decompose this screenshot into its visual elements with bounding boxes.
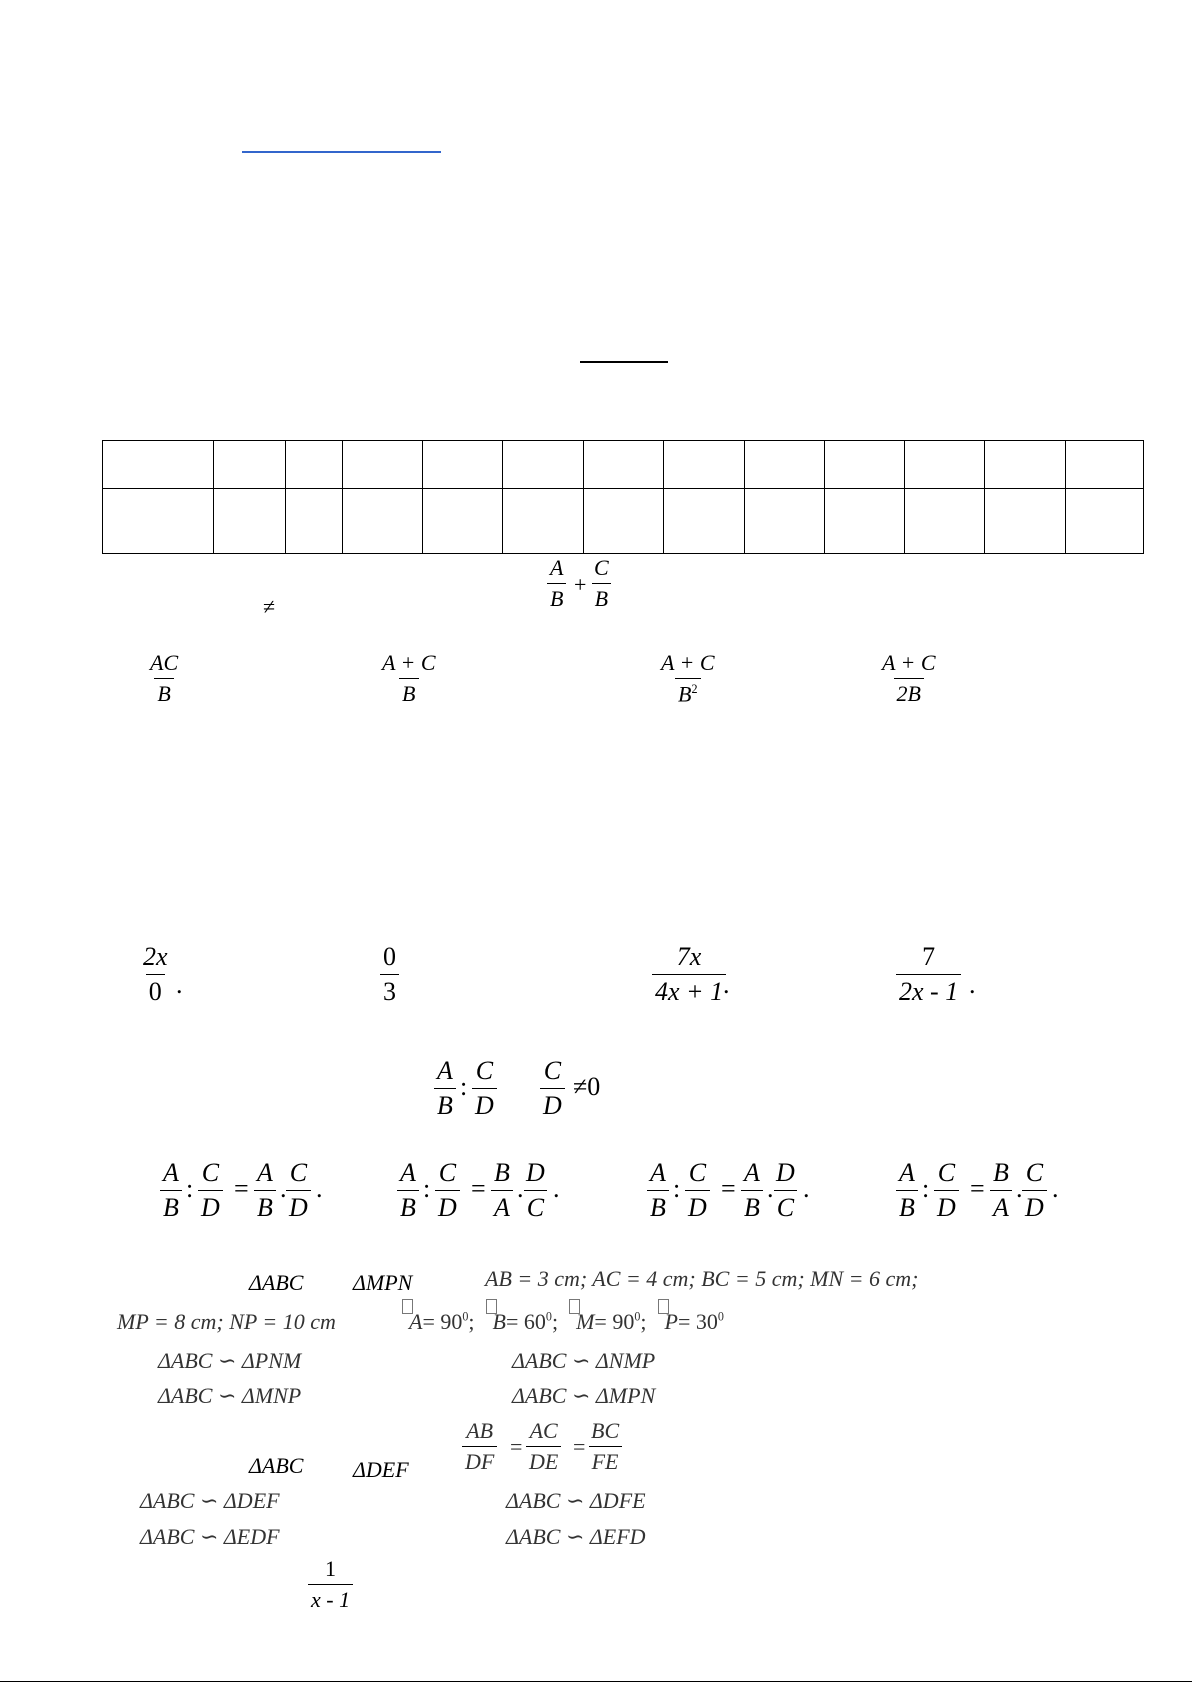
fraction-denominator: FE	[589, 1446, 622, 1473]
fraction-numerator: A	[257, 1158, 273, 1187]
table-cell	[825, 441, 905, 489]
angle-b: $B= 60^0$;	[486, 1309, 559, 1334]
fraction-denominator: B	[154, 678, 173, 705]
table-cell	[664, 441, 745, 489]
q5-option-b[interactable]: ΔABC ∽ ΔDFE	[506, 1488, 646, 1513]
fraction-numerator: C	[688, 1158, 707, 1187]
q2-option-c-period: .	[723, 970, 730, 999]
table-cell	[103, 441, 214, 489]
q2-option-c[interactable]	[652, 944, 726, 1005]
q6-fraction	[308, 1558, 353, 1611]
period: .	[553, 1174, 560, 1203]
fraction-numerator: C	[1025, 1158, 1044, 1187]
angle-icon	[658, 1299, 669, 1314]
fraction-numerator: B	[993, 1158, 1009, 1187]
q5-option-a[interactable]: ΔABC ∽ ΔDEF	[140, 1488, 280, 1513]
q2-option-d[interactable]	[896, 944, 961, 1005]
dot-operator: .	[517, 1174, 524, 1203]
fraction-denominator: D	[540, 1088, 565, 1119]
fraction-numerator: A + C	[382, 650, 436, 675]
fraction-denominator: B	[647, 1190, 669, 1221]
colon: :	[673, 1174, 681, 1203]
q1-fraction-a	[547, 557, 566, 610]
header-link-underline[interactable]	[242, 151, 441, 153]
fraction-numerator: AC	[150, 650, 179, 675]
table-cell[interactable]	[1066, 489, 1144, 554]
fraction-denominator: 2B	[894, 678, 924, 705]
fraction-denominator: A	[990, 1190, 1012, 1221]
table-cell[interactable]	[343, 489, 423, 554]
q5-option-d[interactable]: ΔABC ∽ ΔEFD	[506, 1524, 646, 1549]
q4-option-c[interactable]: ΔABC ∽ ΔMNP	[158, 1383, 302, 1408]
q5-equals-2: =	[573, 1434, 586, 1459]
equals-sign: =	[234, 1174, 249, 1203]
q3-option-a[interactable]	[160, 1160, 330, 1230]
fraction-denominator: D	[435, 1190, 460, 1221]
q1-plus-sign: +	[574, 572, 587, 597]
table-cell[interactable]	[745, 489, 825, 554]
q2-option-a-period: .	[176, 970, 183, 999]
equals-sign: =	[970, 1174, 985, 1203]
fraction-numerator: 7	[922, 942, 936, 971]
q4-option-b[interactable]: ΔABC ∽ ΔNMP	[512, 1348, 656, 1373]
table-cell[interactable]	[214, 489, 286, 554]
q1-option-a[interactable]	[147, 652, 181, 705]
denominator-exponent: 2	[691, 682, 698, 696]
table-cell[interactable]	[584, 489, 664, 554]
table-cell[interactable]	[503, 489, 584, 554]
fraction-numerator: AB	[466, 1418, 494, 1443]
angle-icon	[402, 1299, 413, 1314]
fraction-denominator: B	[547, 583, 566, 610]
fraction-numerator: A + C	[882, 650, 936, 675]
fraction-denominator: D	[1022, 1190, 1047, 1221]
fraction-denominator: 0	[146, 974, 165, 1005]
fraction-numerator: D	[526, 1158, 545, 1187]
page-bottom-rule	[0, 1681, 1192, 1682]
angle-m: $M= 90^0$;	[569, 1309, 646, 1334]
colon: :	[922, 1174, 930, 1203]
table-cell	[286, 441, 343, 489]
q1-option-b[interactable]	[379, 652, 439, 705]
q1-option-c[interactable]	[658, 652, 718, 705]
fraction-denominator	[675, 678, 701, 705]
fraction-numerator: B	[494, 1158, 510, 1187]
fraction-denominator: A	[491, 1190, 513, 1221]
table-cell	[584, 441, 664, 489]
table-cell[interactable]	[664, 489, 745, 554]
table-cell[interactable]	[985, 489, 1066, 554]
fraction-numerator: A	[400, 1158, 416, 1187]
fraction-denominator: B	[896, 1190, 918, 1221]
q5-option-c[interactable]: ΔABC ∽ ΔEDF	[140, 1524, 280, 1549]
fraction-numerator: A	[650, 1158, 666, 1187]
fraction-denominator: C	[774, 1190, 797, 1221]
q5-ratio-bc-fe	[588, 1420, 622, 1473]
q5-ratio-ac-de	[526, 1420, 561, 1473]
table-cell[interactable]	[825, 489, 905, 554]
period: .	[1052, 1174, 1059, 1203]
answer-table-row	[103, 441, 1144, 489]
equals-sign: =	[471, 1174, 486, 1203]
fraction-numerator: BC	[591, 1418, 620, 1443]
fraction-denominator: B	[592, 583, 611, 610]
fraction-denominator: DE	[526, 1446, 561, 1473]
q3-option-b[interactable]	[397, 1160, 567, 1230]
answer-table-row	[103, 489, 1144, 554]
fraction-numerator: AC	[529, 1418, 558, 1443]
q5-ratio-ab-df	[462, 1420, 497, 1473]
fraction-denominator: DF	[462, 1446, 497, 1473]
angle-p: $P= 30^0$	[658, 1309, 724, 1334]
q4-triangle-abc: ΔABC	[249, 1270, 304, 1295]
q2-option-b[interactable]	[380, 944, 399, 1005]
fraction-denominator: D	[934, 1190, 959, 1221]
q5-triangle-def: ΔDEF	[353, 1457, 409, 1482]
fraction-numerator: A	[744, 1158, 760, 1187]
fraction-denominator: 3	[380, 974, 399, 1005]
fraction-numerator: A	[437, 1056, 453, 1085]
fraction-denominator: B	[160, 1190, 182, 1221]
table-cell	[423, 441, 503, 489]
fraction-numerator: A + C	[661, 650, 715, 675]
fraction-numerator: A	[550, 555, 564, 580]
table-cell	[1066, 441, 1144, 489]
table-cell	[985, 441, 1066, 489]
q3-option-c[interactable]	[647, 1160, 817, 1230]
dot-operator: .	[767, 1174, 774, 1203]
dot-operator: .	[280, 1174, 287, 1203]
answer-table	[102, 440, 1144, 554]
table-cell	[745, 441, 825, 489]
fraction-numerator: 7x	[676, 942, 702, 971]
q3-condition-nonzero: ≠0	[573, 1072, 601, 1101]
fraction-numerator: D	[776, 1158, 795, 1187]
fraction-denominator: B	[399, 678, 418, 705]
q3-condition-fraction	[540, 1058, 565, 1119]
q5-equals-1: =	[510, 1434, 523, 1459]
fraction-denominator: 2x - 1	[896, 974, 961, 1005]
table-cell	[503, 441, 584, 489]
q4-given-angles	[402, 1309, 724, 1335]
equals-sign: =	[721, 1174, 736, 1203]
table-cell[interactable]	[423, 489, 503, 554]
q1-neq-sign: ≠	[263, 594, 276, 619]
colon: :	[423, 1174, 431, 1203]
q4-option-a[interactable]: ΔABC ∽ ΔPNM	[158, 1348, 302, 1373]
fraction-numerator: C	[475, 1056, 494, 1085]
table-cell[interactable]	[286, 489, 343, 554]
q4-option-d[interactable]: ΔABC ∽ ΔMPN	[512, 1383, 656, 1408]
table-cell[interactable]	[905, 489, 985, 554]
q4-given-sides-1: AB = 3 cm; AC = 4 cm; BC = 5 cm; MN = 6 cm;	[485, 1266, 919, 1291]
fraction-numerator: 1	[325, 1556, 337, 1581]
q1-option-d[interactable]	[879, 652, 939, 705]
fraction-numerator: C	[543, 1056, 562, 1085]
q4-triangle-mpn: ΔMPN	[353, 1270, 413, 1295]
dot-operator: .	[1016, 1174, 1023, 1203]
table-cell	[343, 441, 423, 489]
fraction-numerator: 0	[383, 942, 396, 971]
fraction-denominator: D	[685, 1190, 710, 1221]
q3-fraction-cd	[472, 1058, 497, 1119]
q4-given-sides-2: MP = 8 cm; NP = 10 cm	[117, 1309, 336, 1334]
fraction-numerator: 2x	[143, 942, 168, 971]
fraction-numerator: A	[899, 1158, 915, 1187]
q2-option-d-period: .	[969, 970, 976, 999]
fraction-denominator: B	[434, 1088, 456, 1119]
fraction-denominator: B	[254, 1190, 276, 1221]
fraction-numerator: C	[201, 1158, 220, 1187]
fraction-numerator: C	[438, 1158, 457, 1187]
table-cell[interactable]	[103, 489, 214, 554]
fraction-numerator: A	[163, 1158, 179, 1187]
denominator-base: B	[678, 681, 692, 707]
fraction-denominator: x - 1	[308, 1584, 353, 1611]
fraction-numerator: C	[937, 1158, 956, 1187]
angle-icon	[486, 1299, 497, 1314]
fraction-numerator: C	[289, 1158, 308, 1187]
table-cell	[905, 441, 985, 489]
q5-triangle-abc: ΔABC	[249, 1453, 304, 1478]
fraction-denominator: D	[198, 1190, 223, 1221]
period: .	[316, 1174, 323, 1203]
q3-fraction-ab	[434, 1058, 456, 1119]
fraction-denominator: D	[472, 1088, 497, 1119]
angle-icon	[569, 1299, 580, 1314]
q2-option-a[interactable]	[140, 944, 171, 1005]
fraction-denominator: C	[524, 1190, 547, 1221]
fraction-numerator: C	[594, 555, 609, 580]
colon: :	[186, 1174, 194, 1203]
angle-a: $A= 90^0$;	[402, 1309, 475, 1334]
fraction-denominator: D	[286, 1190, 311, 1221]
fraction-denominator: B	[741, 1190, 763, 1221]
title-underline	[580, 361, 668, 363]
q3-colon: :	[460, 1072, 468, 1101]
fraction-denominator: 4x + 1	[652, 974, 726, 1005]
table-cell	[214, 441, 286, 489]
period: .	[803, 1174, 810, 1203]
q3-option-d[interactable]	[896, 1160, 1066, 1230]
fraction-denominator: B	[397, 1190, 419, 1221]
q1-fraction-c	[591, 557, 612, 610]
